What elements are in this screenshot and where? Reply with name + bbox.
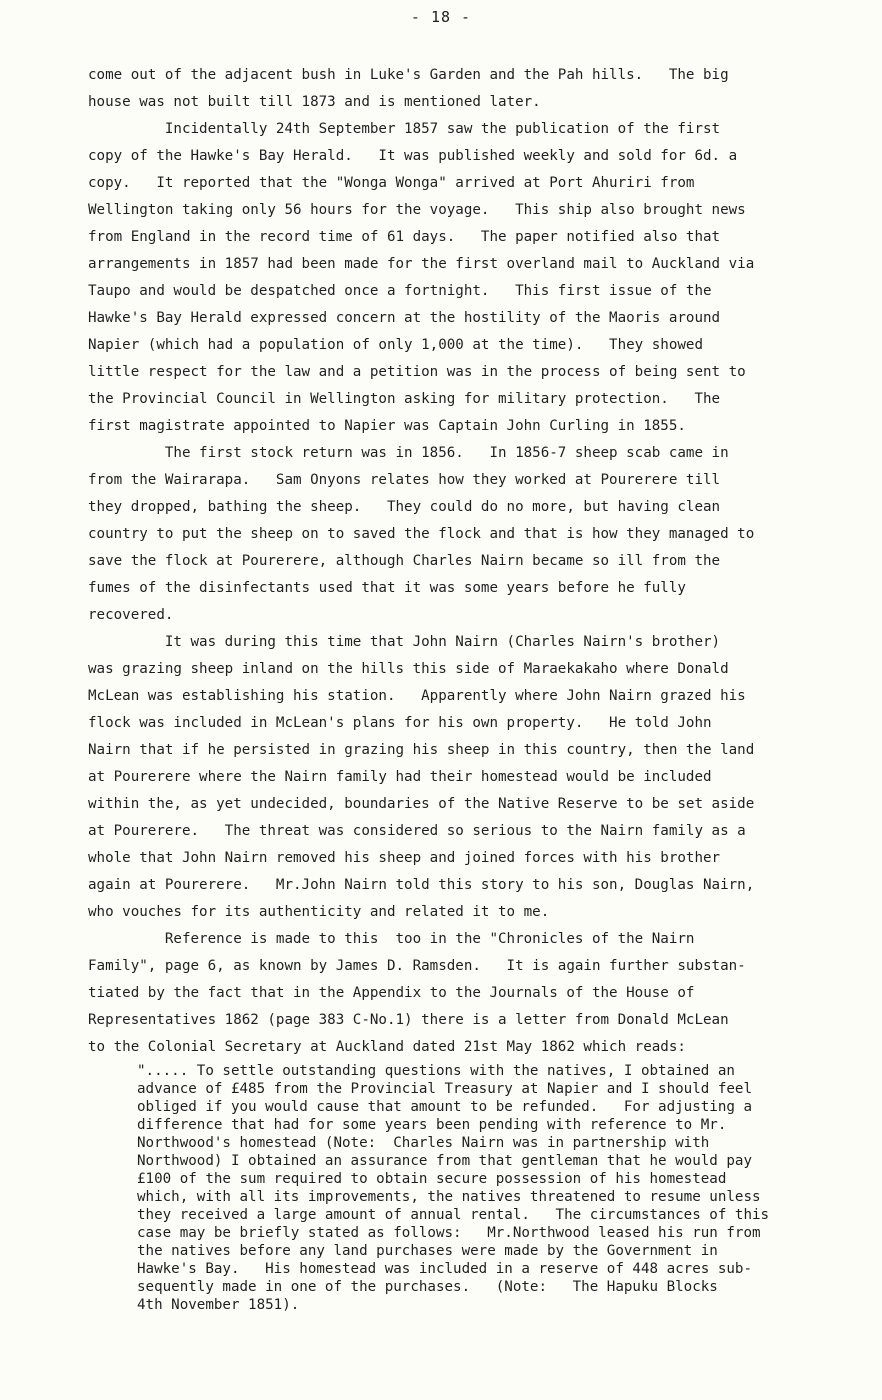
body-line: from England in the record time of 61 days. The paper notified also that (88, 229, 721, 245)
quote-line: the natives before any land purchases were made by the Government in (137, 1243, 718, 1259)
body-line: copy. It reported that the "Wonga Wonga" arrived at Port Ahuriri from (88, 175, 695, 191)
body-line: Representatives 1862 (page 383 C-No.1) there is a letter from Donald McLean (88, 1012, 729, 1028)
body-line: fumes of the disinfectants used that it was some years before he fully (88, 580, 686, 596)
body-line: Napier (which had a population of only 1,000 at the time). They showed (88, 337, 703, 353)
body-line: Incidentally 24th September 1857 saw the publication of the first (88, 121, 721, 137)
body-line: to the Colonial Secretary at Auckland dated 21st May 1862 which reads: (88, 1039, 686, 1055)
body-line: first magistrate appointed to Napier was Captain John Curling in 1855. (88, 418, 686, 434)
body-line: tiated by the fact that in the Appendix to the Journals of the House of (88, 985, 695, 1001)
body-line: McLean was establishing his station. Apparently where John Nairn grazed his (88, 688, 746, 704)
body-line: at Pourerere. The threat was considered so serious to the Nairn family as a (88, 823, 746, 839)
body-line: come out of the adjacent bush in Luke's Garden and the Pah hills. The big (88, 67, 729, 83)
quote-line: which, with all its improvements, the natives threatened to resume unless (137, 1189, 761, 1205)
quote-line: Northwood) I obtained an assurance from that gentleman that he would pay (137, 1153, 752, 1169)
body-line: recovered. (88, 607, 174, 623)
body-line: Nairn that if he persisted in grazing his sheep in this country, then the land (88, 742, 755, 758)
quote-line: advance of £485 from the Provincial Treasury at Napier and I should feel (137, 1081, 752, 1097)
body-line: Hawke's Bay Herald expressed concern at the hostility of the Maoris around (88, 310, 721, 326)
quote-line: obliged if you would cause that amount to be refunded. For adjusting a (137, 1099, 752, 1115)
body-line: country to put the sheep on to saved the flock and that is how they managed to (88, 526, 755, 542)
body-line: house was not built till 1873 and is mentioned later. (88, 94, 541, 110)
block-quote (137, 1062, 837, 1314)
quote-line: "..... To settle outstanding questions with the natives, I obtained an (137, 1063, 735, 1079)
body-line: who vouches for its authenticity and related it to me. (88, 904, 550, 920)
quote-line: £100 of the sum required to obtain secure possession of his homestead (137, 1171, 727, 1187)
body-line: within the, as yet undecided, boundaries of the Native Reserve to be set aside (88, 796, 755, 812)
body-line: Reference is made to this too in the "Chronicles of the Nairn (88, 931, 695, 947)
quote-line: case may be briefly stated as follows: Mr.Northwood leased his run from (137, 1225, 761, 1241)
body-line: The first stock return was in 1856. In 1856-7 sheep scab came in (88, 445, 729, 461)
quote-line: sequently made in one of the purchases. (Note: The Hapuku Blocks (137, 1279, 718, 1295)
quote-line: Northwood's homestead (Note: Charles Nairn was in partnership with (137, 1135, 710, 1151)
body-line: Taupo and would be despatched once a fortnight. This first issue of the (88, 283, 712, 299)
body-line: arrangements in 1857 had been made for the first overland mail to Auckland via (88, 256, 755, 272)
body-text (88, 62, 828, 1061)
quote-line: difference that had for some years been pending with reference to Mr. (137, 1117, 727, 1133)
body-line: It was during this time that John Nairn (Charles Nairn's brother) (88, 634, 721, 650)
body-line: copy of the Hawke's Bay Herald. It was published weekly and sold for 6d. a (88, 148, 738, 164)
body-line: was grazing sheep inland on the hills this side of Maraekakaho where Donald (88, 661, 729, 677)
body-line: save the flock at Pourerere, although Charles Nairn became so ill from the (88, 553, 721, 569)
body-line: they dropped, bathing the sheep. They could do no more, but having clean (88, 499, 721, 515)
body-line: from the Wairarapa. Sam Onyons relates how they worked at Pourerere till (88, 472, 721, 488)
body-line: Family", page 6, as known by James D. Ramsden. It is again further substan- (88, 958, 746, 974)
body-line: flock was included in McLean's plans for his own property. He told John (88, 715, 712, 731)
body-line: whole that John Nairn removed his sheep and joined forces with his brother (88, 850, 721, 866)
body-line: the Provincial Council in Wellington asking for military protection. The (88, 391, 721, 407)
page-number: - 18 - (410, 8, 472, 26)
quote-line: they received a large amount of annual rental. The circumstances of this (137, 1207, 770, 1223)
body-line: again at Pourerere. Mr.John Nairn told this story to his son, Douglas Nairn, (88, 877, 755, 893)
quote-line: Hawke's Bay. His homestead was included in a reserve of 448 acres sub- (137, 1261, 752, 1277)
body-line: Wellington taking only 56 hours for the voyage. This ship also brought news (88, 202, 746, 218)
body-line: at Pourerere where the Nairn family had their homestead would be included (88, 769, 712, 785)
body-line: little respect for the law and a petition was in the process of being sent to (88, 364, 746, 380)
quote-line: 4th November 1851). (137, 1297, 300, 1313)
